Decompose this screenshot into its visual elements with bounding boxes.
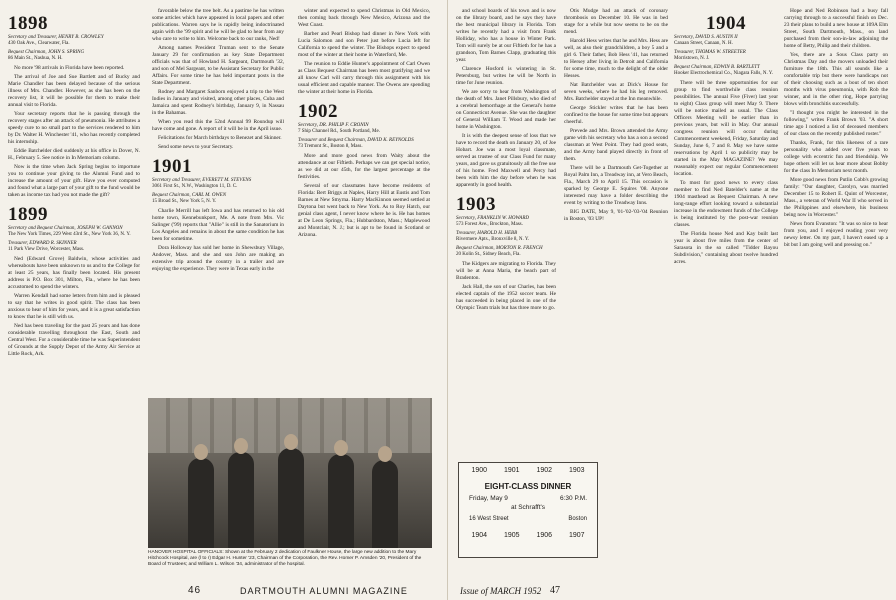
paragraph: Harold Hess writes that he and Mrs. Hess are well, as also their grandchildren, a boy 5 and a girl 6. Their father, Bob Hess '41, has returned to Hersey after living in Detroit and California for some time, much to the delight of the older Hesses. <box>564 38 668 79</box>
treasurer-address: 11 Park View Drive, Worcester, Mass. <box>8 247 85 252</box>
paragraph: Rodney and Margaret Sanborn enjoyed a trip to the West Indies in January and visited, among other places, Cuba and Jamaica and spent Rodney's birthday, January 9, in Nassau in the Bahamas. <box>152 89 284 116</box>
paragraph: Warren Kendall had some letters from him and is pleased to say that he writes in good spirit. The class has been anxious to hear of him for years, and it is a great satisfaction to know that he is still with us. <box>8 293 140 320</box>
paragraph: Barber and Pearl Bishop had dinner in New York with Lucia Salomon and son Peter just before Lucia left for California to spend the winter. The Bishops expect to spend most of the winter at their home in Waterford, Me. <box>298 31 430 58</box>
secretary-line: Secretary, DAVID S. AUSTIN II <box>674 35 738 40</box>
paragraph: The arrival of Joe and Sue Bartlett and of Bucky and Marie Chandler has been delayed because of the serious illness of Mrs. Chandler. However, as she has been on the recovery list, it will be possible for them to make their annual visit to Florida. <box>8 74 140 108</box>
paragraph: More good news from Putlin Cobb's growing family: "Our daughter, Carolyn, was married December 15 to Robert E. Quint of Worcester, Mass., a veteran of World War II who served in the Philippines and elsewhere, his business being now in Worcester." <box>784 177 888 218</box>
treasurer-address: Morristown, N. J. <box>674 56 710 61</box>
dinner-years-bottom <box>459 528 597 541</box>
paragraph: Several of our classmates have become residents of Florida: Bert Briggs at Naples, Harry Hill at Eustis and Tom Barnes at New Smyrna. Harry MacKinnon seemed settled at Daytona but went back to New York. As to Roy Hatch, our genial class agent, I never know where he is. He has homes at De Leon Springs, Fla.; Hubbardston, Mass.; Maplewood and Montclair, N. J.; but is apt to be found in Scotland or Arizona. <box>298 183 430 238</box>
paragraph: To most for good news to every class member to find Ned Batelder's name at the 1904 masthead as Bequest Chairman. A new long-range effort looking toward a substantial increase in the endowment funds of the College is being instituted by the post-war reunion classes. <box>674 180 778 228</box>
hospital-officials-photo <box>148 398 432 548</box>
secretary-address: 3061 First St., N.W., Washington 11, D. C. <box>152 184 238 189</box>
person-figure <box>278 448 304 548</box>
left-footer <box>188 585 408 596</box>
paragraph: More and more good news from Waity about the attendance at our Fiftieth. Perhaps we can get special notice, as we did at our 45th, for the largest percentage at the festivities. <box>298 153 430 180</box>
dinner-year: 1905 <box>503 532 520 539</box>
dinner-title: EIGHT-CLASS DINNER <box>484 482 572 491</box>
person-head <box>194 444 208 460</box>
treasurer-line: Treasurer, THOMAS W. STREETER <box>674 50 746 55</box>
paragraph: No more '98 arrivals in Florida have been reported. <box>14 65 125 71</box>
paragraph: Eddie Batchelder died suddenly at his office in Dover, N. H., February 5. See notice in In Memoriam column. <box>8 148 140 161</box>
class-year-1903: 1903 <box>456 194 496 215</box>
class-year-1902: 1902 <box>298 101 338 122</box>
paragraph: The reunion to Eddie Hunter's appointment of Carl Owen as Class Bequest Chairman has been most gratifying and we all know Carl will carry through this assignment with his usual efficient and capable manner. The Owens are spending the winter at their home in Florida. <box>298 61 430 95</box>
bequest-line: Bequest Chairman, CARL M. OWEN <box>152 193 227 198</box>
bequest-address: 20 Kolin St., Sidney Beach, Fla. <box>456 252 521 257</box>
class-year-1901: 1901 <box>152 156 192 177</box>
paragraph: favorable below the tree belt. As a pastime he has written some articles which have appeared in local papers and other publications. Warren says he is rapidly being indoctrinated again with the '99 spirit and he will be glad to hear from any who care to write to him. Welcome back to our ranks, Ned! <box>152 8 284 42</box>
paragraph: Nat Batchelder was at Dick's House for seven weeks, where he had his leg removed. Mrs. Batchelder stayed at the Inn meanwhile. <box>564 82 668 102</box>
paragraph: Hope and Ned Robinson had a busy fall carrying through to a successful finish on Dec. 23 their plans to build a new house at 109A Elm Street, South Dartmouth, Mass., on land purchased from their son-in-law adjoining the home of Betty, Philip and their children. <box>784 8 888 49</box>
issue-date: Issue of MARCH 1952 <box>460 586 542 596</box>
class-year-1899: 1899 <box>8 204 48 225</box>
paragraph: "I thought you might be interested in the following," writes Frank Brown '03. "A short time ago I noticed a list of deceased members of our class on the recently published roster." <box>784 110 888 137</box>
paragraph: There will be a Dartmouth Get-Together at Royal Palm Inn, a Treadway inn, at Vero Beach, Fla., March 29 to April 15. This occasion is sparked by George E. Squires '08. Anyone interested may have a folder describing the event by writing to the Treadway Inns. <box>564 165 668 206</box>
paragraph: George Stickler writes that he has been confined to the house for some time but appears cheerful. <box>564 105 668 125</box>
person-head <box>234 438 248 454</box>
dinner-year: 1900 <box>471 467 488 474</box>
paragraph: Jack Hall, the son of our Charles, has been elected captain of the 1952 soccer team. He has succeeded in being placed in one of the Olympic Team trials but has three more to go. <box>456 284 556 311</box>
paragraph: Prevede and Mrs. Brown attended the Army game with his secretary who has a son a second classman at West Point. They had good seats, and the Army band played directly in front of them. <box>564 128 668 162</box>
secretary-line: Secretary and Treasurer, HENRY B. CROWLEY <box>8 35 104 40</box>
page-number: 47 <box>550 585 560 596</box>
bequest-line: Bequest Chairman, EDWIN B. BARTLETT <box>674 65 760 70</box>
secretary-line: Secretary, FRANKLIN W. HOWARD <box>456 216 530 221</box>
dinner-location <box>459 516 597 522</box>
secretary-line: Secretary and Treasurer, EVERETT M. STEVENS <box>152 178 252 183</box>
dinner-year: 1904 <box>471 532 488 539</box>
paragraph: Your secretary reports that he is passing through the recovery stages after an attack of pneumonia. He attributes a speedy cure to no small part to the services rendered to him by Dr. Walter H. Winchester '41, who has recently completed his internship. <box>8 111 140 145</box>
secretary-address: 573 Forest Ave., Brockton, Mass. <box>456 222 523 227</box>
bequest-line: Bequest Chairman, MORTON R. FRENCH <box>456 246 543 251</box>
person-head <box>378 446 392 462</box>
secretary-line: Secretary, DR. PHILIP F. CRONIN <box>298 123 369 128</box>
paragraph: winter and expected to spend Christmas in Old Mexico, then coming back through New Mexico, Arizona and the West Coast. <box>298 8 430 28</box>
person-head <box>334 440 348 456</box>
paragraph: Clarence Hosford is wintering in St. Petersburg, but writes he will be North in time for June reunion. <box>456 66 556 86</box>
paragraph: Among names President Truman sent to the Senate January 29 for confirmation as key State Department officials was that of Howland H. Sargeant, Dartmouth '32, and son of Mel Sargeant, to be Assistant Secretary for Public Affairs. For some time he has held important posts in the State Department. <box>152 45 284 86</box>
dinner-year: 1903 <box>568 467 585 474</box>
person-figure <box>228 452 254 548</box>
dinner-city: Boston <box>568 516 587 522</box>
bequest-line: Bequest Chairman, JOHN S. SPRING <box>8 50 85 55</box>
secretary-address: 7 Ship Channel Rd., South Portland, Me. <box>298 129 380 134</box>
dinner-year: 1906 <box>536 532 553 539</box>
person-head <box>284 434 298 450</box>
class-year-1898: 1898 <box>8 13 48 34</box>
secretary-address: The New York Times, 229 West 43rd St., New York 36, N. Y. <box>8 232 131 237</box>
bequest-address: Hooker Electrochemical Co., Niagara Falls, N. Y. <box>674 71 773 76</box>
dinner-datetime <box>459 495 597 502</box>
left-column-2 <box>152 8 284 390</box>
person-figure <box>372 460 398 548</box>
dinner-street: 16 West Street <box>469 516 509 522</box>
page-number: 46 <box>188 585 202 596</box>
paragraph: Dora Holloway has sold her home in Shewsbury Village, Andover, Mass. and she and son John are making an extensive trip around the country in a trailer and are enjoying the experience. They were in Texas early in the <box>152 245 284 272</box>
paragraph: Ned has been traveling for the past 25 years and has done considerable travelling throughout the East, South and Central West. For a considerable time he was Superintendent of Grounds at the Supply Depot of the Army Air Service at Little Rock, Ark. <box>8 323 140 357</box>
person-figure <box>188 458 214 548</box>
dinner-year: 1902 <box>536 467 553 474</box>
photo-caption: HANOVER HOSPITAL OFFICIALS: Shown at the February 2 dedication of Faulkner House, the large new addition to the Mary Hitchcock Hospital, are (l to r) Edgar H. Hunter '23, Chairman of the Corporation, the Rev. Homer P. Amsden '20, President of the Board of Trustees; and William L. Wilson '34, administrator of the hospital. <box>148 550 422 567</box>
secretary-line: Secretary and Bequest Chairman, JOSEPH W. GANNON <box>8 226 123 231</box>
paragraph: News from Evanston: "It was so nice to hear from you, and I enjoyed reading your very newsy letter. On my part, I haven't eased up a bit but I am going well and pressing on." <box>784 221 888 248</box>
dinner-year: 1907 <box>568 532 585 539</box>
dinner-time: 6:30 P.M. <box>560 495 587 502</box>
paragraph: We are sorry to hear from Washington of the death of Mrs. Janet Pillsbury, who died of a cerebral hemorrhage at the General's home on Connecticut Avenue. She was the daughter of General William T. Wood and made her home in Washington. <box>456 89 556 130</box>
paragraph: Charlie Merrill has left Iowa and has returned to his old home town, Kennebunkport, Me. A note from Mrs. Vic Salinger ('99) reports that "Allie" is still in the Sanatorium in Los Angeles and remains in about the same condition he has been for sometime. <box>152 208 284 242</box>
left-column-3 <box>298 8 430 390</box>
paragraph: Otis Mudge had an attack of coronary thrombosis on December 10. He was in bed stage for a while but now seems to be on the mend. <box>564 8 668 35</box>
paragraph: It is with the deepest sense of loss that we have to record the death on January 20, of Joe Hobart. Joe was a most loyal classmate, served as trustee of our Class Fund for many years, and gave us gratuitously all the free use of his home. Fred Maxwell and Percy had been with him the day before when he was apparently in good health. <box>456 133 556 188</box>
paragraph: BIG DATE, May 9, '01-'02-'03-'04 Reunion in Boston, '03 UP! <box>564 209 668 222</box>
treasurer-address: 73 Tremont St., Boston 8, Mass. <box>298 144 363 149</box>
treasurer-line: Treasurer, HAROLD H. HEBB <box>456 231 518 236</box>
right-column-4 <box>784 8 888 572</box>
dinner-date: Friday, May 9 <box>469 495 508 502</box>
treasurer-line: Treasurer, EDWARD R. SKINNER <box>8 241 77 246</box>
paragraph: Thanks, Frank, for this likeness of a rare personality who added over five years to college with eccentric fun and friendship. We hope others will let us hear more about Bobby for the class In Memoriam next month. <box>784 140 888 174</box>
left-column-1 <box>8 8 140 572</box>
paragraph: There will be three opportunities for our group to find worthwhile class reunion possibilities. The annual Five (Fiver) last year to eight) Class group will meet May 9. There will be notice mailed as usual. The Class Officers Meeting will be earlier than in previous years, but will in May. Our annual congress reunion will occur during Commencement weekend, Friday, Saturday and Sunday, June 6, 7 and 8. May we have some reservations by April 1 so publicity may be started in the May MAGAZINE? We may reasonably expect our regular Commencement location. <box>674 80 778 177</box>
right-page <box>448 0 896 600</box>
paragraph: Send some news to your Secretary. <box>158 144 234 150</box>
paragraph: Felicitations for March birthdays to Benezet and Skinner. <box>158 135 282 141</box>
class-year-1904: 1904 <box>706 13 746 34</box>
paragraph: Ned (Edward Grove) Baldwin, whose activities and whereabouts have been unknown to us and to the College for at least 25 years, has finally been located. His present address is P.O. Box 301, Milton, Fla., where he has been accustomed to spend the winters. <box>8 256 140 290</box>
paragraph: and school boards of his town and is now on the library board, and he says they have the best municipal library in Florida. Tom writes he recently had a visit from Frank Holliday, who has a house in Winter Park. Tom will surely be at our Fiftieth for he has a grandson, Tom Barnes Clapp, graduating this year. <box>456 8 556 63</box>
right-column-3 <box>674 8 778 572</box>
dinner-year: 1901 <box>503 467 520 474</box>
dinner-place: at Schrafft's <box>511 504 545 511</box>
dinner-years-top <box>459 463 597 476</box>
bequest-address: 15 Broad St., New York 5, N. Y. <box>152 199 217 204</box>
right-footer <box>460 585 560 596</box>
paragraph: When you read this the 52nd Annual 99 Roundup will have come and gone. A report of it will be in the April issue. <box>152 119 284 132</box>
paragraph: Yes, there are a Sous Class party on Christmas Day and the movers unloaded their furniture the 18th. This all sounds like a comfortable trip but there were handicaps not of their choosing such as a bout of ten short months with virus pneumonia, with Rob the winner, and in the other ring, Hope parrying blows with bronchitis successfully. <box>784 52 888 107</box>
paragraph: The Florida house Ned and Kay built last year is about five miles from the center of Sarasota in the so called "Tidder Bayou Subdivision," containing about twelve hundred acres. <box>674 231 778 265</box>
magazine-title: DARTMOUTH ALUMNI MAGAZINE <box>240 586 408 596</box>
secretary-address: 430 Oak Ave., Clearwater, Fla. <box>8 41 70 46</box>
bequest-address: 86 Main St., Nashua, N. H. <box>8 56 63 61</box>
paragraph: The Kidgers are migrating to Florida. They will be at Anna Maria, the beach part of Bradenton. <box>456 261 556 281</box>
secretary-address: Canaan Street, Canaan, N. H. <box>674 41 733 46</box>
treasurer-line: Treasurer and Bequest Chairman, DAVID K. REYNOLDS <box>298 138 414 143</box>
paragraph: Now is the time when Jack Spring begins to importune you to continue your giving to the Alumni Fund and to increase the amount of your gift. Have you ever computed and found what a large part of your gift to the fund would be taken as income tax had you not made the gift? <box>8 164 140 198</box>
right-column-2 <box>564 8 668 454</box>
person-figure <box>328 454 354 548</box>
treasurer-address: Rivermere Apts., Bronxville 8, N. Y. <box>456 237 530 242</box>
eight-class-dinner-box <box>458 462 598 558</box>
